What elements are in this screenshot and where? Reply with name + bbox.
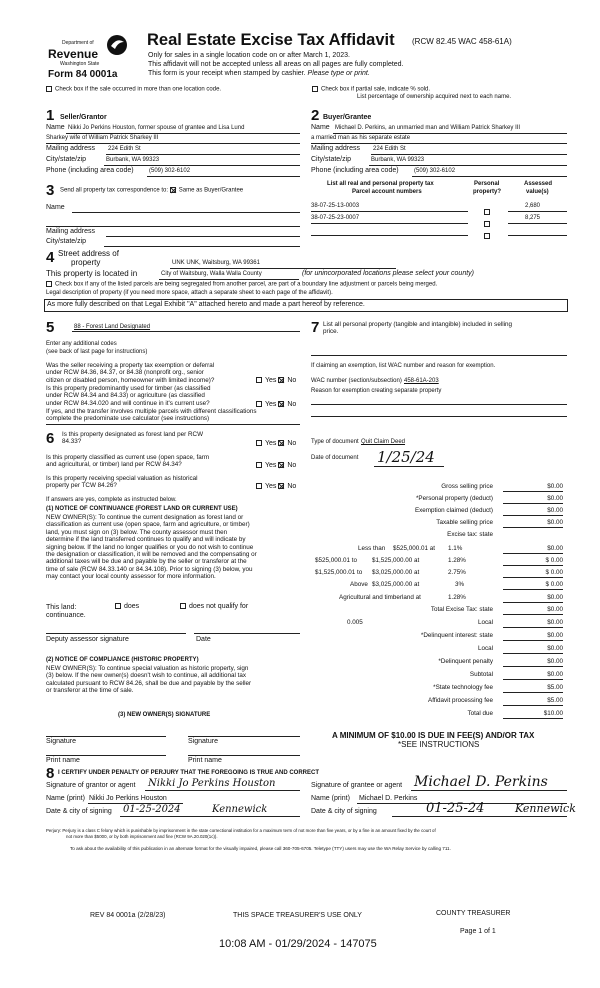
tier2-field[interactable]: $ 0.00 (503, 557, 563, 566)
section-5-number: 5 (46, 319, 55, 336)
multi-location-check[interactable]: Check box if the sale occurred in more than one location code. (46, 86, 221, 93)
subtotal-row: Subtotal $0.00 (469, 671, 563, 678)
taxable-selling-price-field[interactable]: $0.00 (503, 519, 563, 528)
answers-note: If answers are yes, complete as instructed below. (46, 497, 177, 503)
buyer-phone-label: Phone (including area code) (311, 167, 399, 174)
seller-heading: Seller/Grantor (60, 114, 107, 121)
forest-land-question: Is this property designated as forest land per RCW 84.33? (62, 431, 204, 446)
exemption-reason-label: Reason for exemption creating separate property (311, 388, 442, 394)
parcel-value-2[interactable]: 8,275 (525, 215, 541, 221)
gross-selling-price-row: Gross selling price $0.00 (441, 483, 563, 490)
tier2-row: $525,000.01 to $1,525,000.00 at 1.28% $ 0.00 (315, 557, 563, 564)
parcel-value-1[interactable]: 2,680 (525, 203, 541, 209)
parcel-value-3[interactable] (508, 235, 567, 236)
seller-city-label: City/state/zip (46, 156, 87, 163)
current-use-question: Is this property classified as current use (open space, farm and agricultural, or timber) land per RCW 84.34? (46, 454, 210, 469)
multiple-parcels-note: If yes, and the transfer involves multiple parcels with different classifications complete the predominate use calculator (see instructions) (46, 408, 257, 423)
corr-city-field[interactable] (104, 246, 300, 247)
exemption-claimed-field[interactable]: $0.00 (503, 507, 563, 516)
owner-signature-field-2[interactable] (188, 736, 300, 737)
seller-phone-field[interactable]: (509) 302-6102 (149, 168, 191, 174)
delinquent-interest-state-row: *Delinquent interest: state $0.00 (420, 632, 563, 639)
doc-type-label: Type of document (311, 439, 359, 445)
certify-statement: I CERTIFY UNDER PENALTY OF PERJURY THAT THE FOREGOING IS TRUE AND CORRECT (58, 770, 320, 776)
owner-signature-label-2: Signature (188, 738, 218, 745)
section-6-number: 6 (46, 430, 55, 447)
delinquent-penalty-row: *Delinquent penalty $0.00 (438, 658, 563, 665)
seller-mailing-field[interactable]: 224 Edith St (108, 146, 141, 152)
buyer-name-label: Name (311, 124, 330, 131)
street-label-2: property (71, 258, 101, 267)
tier4-field[interactable]: $ 0.00 (503, 581, 563, 590)
deputy-date-field[interactable] (194, 633, 300, 634)
treasurer-space-label: THIS SPACE TREASURER'S USE ONLY (233, 912, 362, 919)
delinquent-interest-local-row: Local $0.00 (477, 645, 563, 652)
section-7-number: 7 (311, 319, 320, 336)
parcel-acct-3[interactable] (311, 235, 468, 236)
owner-print-label-1: Print name (46, 757, 80, 764)
partial-sale-note: List percentage of ownership acquired next to each name. (357, 94, 512, 100)
grantor-name-field[interactable]: Nikki Jo Perkins Houston (89, 795, 167, 802)
correspondence-label: Send all property tax correspondence to: Same as Buyer/Grantee (60, 187, 244, 194)
grantee-signature-label: Signature of grantee or agent (311, 782, 403, 789)
seller-name-field-2[interactable]: Sharkey wife of William Patrick Sharkey III (46, 135, 159, 141)
parcel-personal-checkbox-3[interactable] (484, 227, 493, 245)
grantee-name-field[interactable]: Michael D. Perkins (359, 795, 418, 802)
exemption-claim-label: If claiming an exemption, list WAC number and reason for exemption. (311, 363, 496, 369)
current-use-yes-no[interactable]: Yes No (256, 462, 296, 469)
perjury-notice: Perjury: Perjury is a class C felony which is punishable by imprisonment in the state correctional institution for a maximum term of not more than five years, or by a fine in an amount fixed by the court of not more than $5000, or by both imprisonment and fine (RCW 9A.20.020(1c)). (46, 828, 436, 839)
grantor-signature-label: Signature of grantor or agent (46, 782, 136, 789)
buyer-city-label: City/state/zip (311, 156, 352, 163)
addl-codes-label: Enter any additional codes (46, 341, 117, 347)
parcels-header-2: Parcel account numbers (352, 189, 422, 195)
tech-fee-field[interactable]: $5.00 (503, 684, 563, 693)
exemption-reason-field[interactable] (311, 404, 567, 405)
does-not-checkbox[interactable]: does not qualify for (180, 603, 248, 610)
personal-property-deduct-row: *Personal property (deduct) $0.00 (415, 495, 563, 502)
excise-tax-state-row: Excise tax: state (447, 531, 493, 538)
parcels-header-1: List all real and personal property tax (327, 181, 434, 187)
partial-sale-check[interactable]: Check box if partial sale, indicate % sold. (312, 86, 430, 93)
header-line3: This form is your receipt when stamped by cashier. Please type or print. (148, 70, 370, 77)
street-label-1: Street address of (58, 249, 119, 258)
buyer-phone-field[interactable]: (509) 302-6102 (414, 168, 456, 174)
grantee-city-field[interactable]: Kennewick (515, 802, 576, 815)
grantee-date-label: Date & city of signing (311, 808, 377, 815)
delinquent-interest-local-field[interactable]: $0.00 (503, 645, 563, 654)
deputy-signature-label: Deputy assessor signature (46, 636, 129, 643)
exemption-question: Was the seller receiving a property tax exemption or deferral under RCW 84.36, 84.37, or 84.38 (nonprofit org., senior citizen or disabled person, homeowner with limited income)? (46, 362, 215, 384)
personal-header-2: property? (473, 189, 502, 195)
this-land-label: This land: (46, 604, 77, 611)
ag-timber-row: Agricultural and timberland at 1.28% $0.00 (339, 594, 563, 601)
total-excise-state-field[interactable]: $0.00 (503, 606, 563, 615)
grantor-signature-field[interactable]: Nikki Jo Perkins Houston (148, 778, 276, 789)
header-line1: Only for sales in a single location code on or after March 1, 2023. (148, 52, 350, 59)
grantor-date-label: Date & city of signing (46, 808, 112, 815)
grantor-name-label: Name (print) (46, 795, 85, 802)
doc-date-field[interactable]: 1/25/24 (377, 448, 435, 466)
legal-description-field[interactable]: As more fully described on that Legal Exhibit "A" attached hereto and made a part hereof by reference. (47, 301, 365, 308)
historic-yes-no[interactable]: Yes No (256, 483, 296, 490)
notice-compliance-title: (2) NOTICE OF COMPLIANCE (HISTORIC PROPERTY) (46, 657, 199, 663)
notice-continuance-text: NEW OWNER(S): To continue the current designation as forest land or classification as current use (open space, farm and agriculture, or timber) land, you must sign on (3) below. The county assessor must then determine if the land transferred continues to qualify and will indicate by signing below. If the land no longer qualifies or you do not wish to continue the designation or classification, it will be removed and the compensating or additional taxes will be due and payable by the seller or transferor at the time of sale (RCW 84.33.140 or 84.34.108). Prior to signing (3) below, you may contact your local county assessor for more information. (46, 514, 257, 581)
section-1-number: 1 (46, 107, 55, 124)
doc-date-label: Date of document (311, 455, 359, 461)
grantee-signature-field[interactable]: Michael D. Perkins (414, 774, 548, 790)
buyer-heading: Buyer/Grantee (323, 114, 372, 121)
total-due-row: Total due $10.00 (467, 710, 563, 717)
timber-yes-no[interactable]: Yes No (256, 401, 296, 408)
section-3-number: 3 (46, 182, 55, 199)
tier4-row: Above $3,025,000.00 at 3% $ 0.00 (350, 581, 563, 588)
taxable-selling-price-row: Taxable selling price $0.00 (436, 519, 563, 526)
timber-question: Is this property predominantly used for timber (as classified under RCW 84.34 and 84.33) or agriculture (as classified under RCW 84.34.020 and will continue in it's current use? (46, 385, 211, 407)
form-title: Real Estate Excise Tax Affidavit (147, 31, 395, 49)
buyer-name-field-2[interactable]: a married man as his separate estate (311, 135, 411, 141)
grantor-date-field[interactable]: 01-25-2024 (123, 804, 181, 815)
revision-label: REV 84 0001a (2/28/23) (90, 912, 166, 919)
exemption-claimed-row: Exemption claimed (deduct) $0.00 (414, 507, 563, 514)
logo-state: Washington State (60, 61, 100, 67)
assessed-header-1: Assessed (524, 181, 553, 187)
doc-type-field[interactable]: Quit Claim Deed (361, 439, 406, 445)
corr-name-field[interactable] (72, 212, 300, 213)
street-address-field[interactable]: UNK UNK, Waitsburg, WA 99361 (172, 260, 260, 266)
personal-property-deduct-field[interactable]: $0.00 (503, 495, 563, 504)
section-4-number: 4 (46, 249, 55, 266)
grantee-date-field[interactable]: 01-25-24 (426, 801, 485, 816)
seller-name-label: Name (46, 124, 65, 131)
seller-phone-label: Phone (including area code) (46, 167, 134, 174)
form-number: Form 84 0001a (48, 69, 118, 80)
personal-property-label: List all personal property (tangible and intangible) included in selling price. (323, 321, 513, 336)
buyer-city-field[interactable]: Burbank, WA 99323 (371, 157, 425, 163)
parcel-acct-1[interactable]: 38-07-25-13-0003 (311, 203, 360, 209)
notice-compliance-text: NEW OWNER(S): To continue special valuation as historic property, sign (3) below. If the new owner(s) doesn't wish to continue, all additional tax calculated pursuant to RCW 84.26, shall be due and payable by the seller or transferor at the time of sale. (46, 665, 252, 695)
wac-label: WAC number (section/subsection) (311, 378, 402, 384)
gross-selling-price-field[interactable]: $0.00 (503, 483, 563, 492)
minimum-due-notice: A MINIMUM OF $10.00 IS DUE IN FEE(S) AND/OR TAX (332, 731, 535, 740)
header-line2: This affidavit will not be accepted unless all areas on all pages are fully completed. (148, 61, 404, 68)
located-label: This property is located in (46, 269, 138, 278)
tech-fee-row: *State technology fee $5.00 (433, 684, 563, 691)
affidavit-fee-row: Affidavit processing fee $5.00 (428, 697, 563, 704)
logo-dept: Department of (62, 40, 94, 46)
personal-header-1: Personal (474, 181, 500, 187)
local-excise-field[interactable]: $0.00 (503, 619, 563, 628)
buyer-name-field[interactable]: Michael D. Perkins, an unmarried man and William Patrick Sharkey III (335, 125, 521, 131)
seller-city-field[interactable]: Burbank, WA 99323 (106, 157, 160, 163)
exemption-yes-no[interactable]: Yes No (256, 377, 296, 384)
tier1-field[interactable]: $0.00 (503, 545, 563, 554)
buyer-mailing-field[interactable]: 224 Edith St (373, 146, 406, 152)
corr-name-label: Name (46, 204, 65, 211)
grantor-city-field[interactable]: Kennewick (212, 804, 268, 815)
owner-print-label-2: Print name (188, 757, 222, 764)
historic-question: Is this property receiving special valuation as historical property per TCW 84.26? (46, 475, 198, 490)
parcel-acct-2[interactable]: 38-07-25-23-0007 (311, 215, 360, 221)
section-2-number: 2 (311, 107, 320, 124)
located-note: (for unincorporated locations please select your county) (302, 270, 474, 277)
local-rate-row: 0.005 Local $0.00 (347, 619, 563, 626)
same-as-buyer-checkbox[interactable] (170, 187, 176, 193)
notice-continuance-title: (1) NOTICE OF CONTINUANCE (FOREST LAND OR CURRENT USE) (46, 506, 238, 512)
does-checkbox[interactable]: does (115, 603, 139, 610)
assessed-header-2: value(s) (526, 189, 549, 195)
deputy-signature-field[interactable] (46, 633, 186, 634)
ag-timber-field[interactable]: $0.00 (503, 594, 563, 603)
county-treasurer-label: COUNTY TREASURER (436, 910, 511, 917)
corr-mailing-label: Mailing address (46, 228, 96, 235)
form-rcw: (RCW 82.45 WAC 458-61A) (412, 37, 512, 46)
new-owner-signature-title: (3) NEW OWNER(S) SIGNATURE (118, 712, 211, 718)
grantee-name-label: Name (print) (311, 795, 350, 802)
tier3-row: $1,525,000.01 to $3,025,000.00 at 2.75% $ 0.00 (315, 569, 563, 576)
buyer-mailing-label: Mailing address (311, 145, 361, 152)
owner-print-field-1[interactable] (46, 755, 166, 756)
total-due-field[interactable]: $10.00 (503, 710, 563, 719)
logo-revenue: Revenue (48, 47, 99, 61)
corr-city-label: City/state/zip (46, 238, 87, 245)
personal-property-field[interactable] (311, 355, 567, 356)
continuance-label: continuance. (46, 612, 86, 619)
see-instructions: *SEE INSTRUCTIONS (398, 740, 480, 749)
segregated-check[interactable]: Check box if any of the listed parcels are being segregated from another parcel, are part of a boundary line adjustment or parcels being merged. (46, 281, 437, 288)
delinquent-penalty-field[interactable]: $0.00 (503, 658, 563, 667)
owner-signature-field-1[interactable] (46, 736, 166, 737)
forest-land-yes-no[interactable]: Yes No (256, 440, 296, 447)
legal-desc-label: Legal description of property (if you need more space, attach a separate sheet to each page of the affidavit). (46, 290, 333, 296)
receipt-stamp: 10:08 AM - 01/29/2024 - 147075 (219, 938, 377, 950)
owner-signature-label-1: Signature (46, 738, 76, 745)
seller-name-field[interactable]: Nikki Jo Perkins Houston, former spouse of grantee and Lisa Lund (68, 125, 245, 131)
affidavit-fee-field[interactable]: $5.00 (503, 697, 563, 706)
corr-mailing-field[interactable] (106, 236, 300, 237)
availability-notice: To ask about the availability of this publication in an alternate format for the visually impaired, please call 360-705-6705. Teletype (TTY) users may use the WA Relay Service by calling 711. (70, 846, 451, 851)
total-excise-state-row: Total Excise Tax: state $0.00 (430, 606, 563, 613)
page-number: Page 1 of 1 (460, 928, 496, 935)
located-field[interactable]: City of Waitsburg, Walla Walla County (161, 271, 262, 277)
wac-number-field[interactable]: 458-61A-203 (404, 378, 439, 384)
seller-mailing-label: Mailing address (46, 145, 96, 152)
revenue-logo-icon (106, 34, 128, 56)
owner-print-field-2[interactable] (188, 755, 300, 756)
tier1-row: Less than $525,000.01 at 1.1% $0.00 (358, 545, 563, 552)
deputy-date-label: Date (196, 636, 211, 643)
section-8-number: 8 (46, 765, 55, 782)
subtotal-field[interactable]: $0.00 (503, 671, 563, 680)
delinquent-interest-state-field[interactable]: $0.00 (503, 632, 563, 641)
tier3-field[interactable]: $ 0.00 (503, 569, 563, 578)
addl-codes-note: (see back of last page for instructions) (46, 349, 148, 355)
legal-description-box[interactable] (44, 299, 568, 312)
land-use-code-field[interactable]: 88 - Forest Land Designated (74, 324, 151, 330)
